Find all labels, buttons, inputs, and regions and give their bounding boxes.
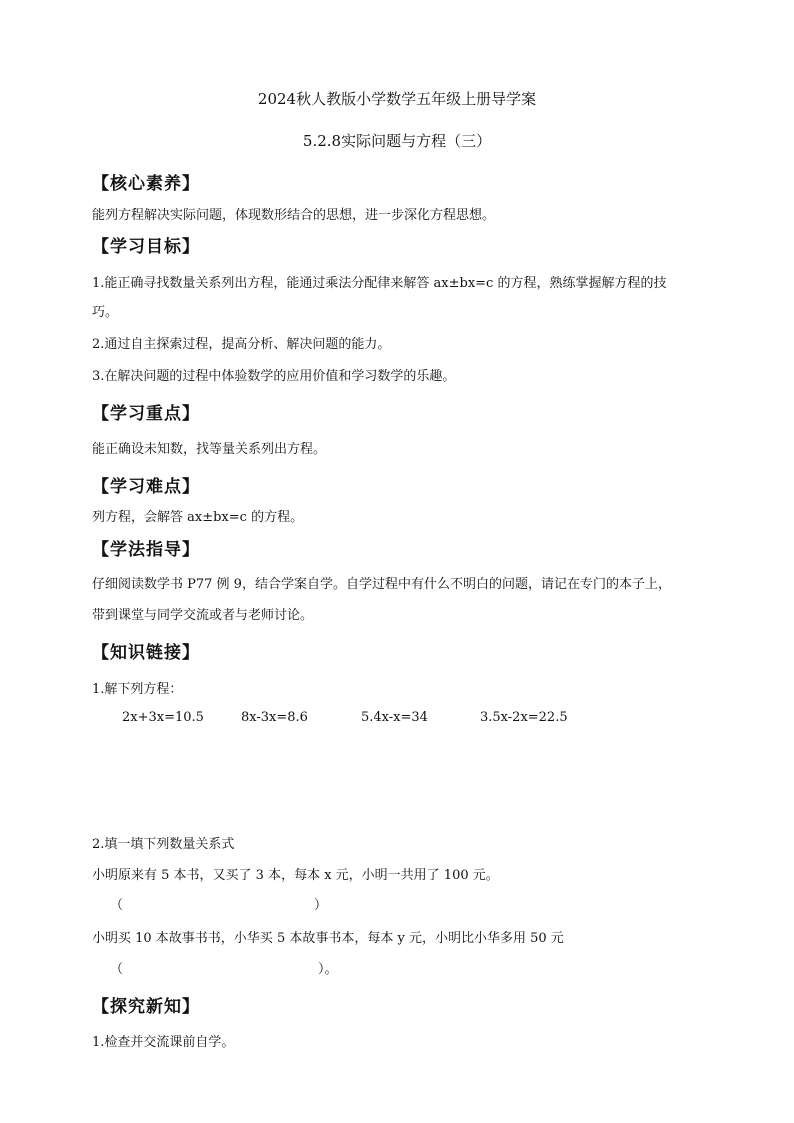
answer-blank-2-close: ）。	[318, 962, 338, 977]
heading-goals: 【学习目标】	[92, 237, 200, 257]
goals-line-1b: 巧。	[92, 305, 119, 320]
difficulty-text: 列方程，会解答 ax±bx=c 的方程。	[92, 510, 304, 525]
heading-explore: 【探究新知】	[92, 997, 200, 1017]
answer-blank-2-open: （	[110, 962, 124, 977]
heading-method: 【学法指导】	[92, 540, 200, 560]
answer-blank-1-close: ）	[314, 898, 328, 913]
equation-2: 8x-3x=8.6	[241, 710, 308, 725]
goals-line-1a: 1.能正确寻找数量关系列出方程，能通过乘法分配律来解答 ax±bx=c 的方程，熟练掌握解方程的技	[92, 276, 667, 291]
method-line-1: 仔细阅读数学书 P77 例 9，结合学案自学。自学过程中有什么不明白的问题，请记在专门的本子上，	[92, 577, 671, 592]
link-question-1: 1.解下列方程：	[92, 682, 183, 697]
answer-blank-1-open: （	[110, 898, 124, 913]
document-title: 2024秋人教版小学数学五年级上册导学案	[257, 90, 537, 108]
explore-item-1: 1.检查并交流课前自学。	[92, 1035, 235, 1050]
heading-difficulty: 【学习难点】	[92, 477, 200, 497]
goals-line-3: 3.在解决问题的过程中体验数学的应用价值和学习数学的乐趣。	[92, 369, 456, 384]
link-question-2: 2.填一填下列数量关系式	[92, 837, 235, 852]
heading-key: 【学习重点】	[92, 404, 200, 424]
equation-4: 3.5x-2x=22.5	[480, 710, 568, 725]
document-subtitle: 5.2.8实际问题与方程（三）	[302, 132, 492, 150]
problem-1: 小明原来有 5 本书，又买了 3 本，每本 x 元，小明一共用了 100 元。	[92, 868, 499, 883]
key-text: 能正确设未知数，找等量关系列出方程。	[92, 442, 327, 457]
equation-1: 2x+3x=10.5	[122, 710, 204, 725]
heading-core: 【核心素养】	[92, 174, 200, 194]
problem-2: 小明买 10 本故事书书，小华买 5 本故事书本，每本 y 元，小明比小华多用 50 元	[92, 931, 564, 946]
heading-link: 【知识链接】	[92, 643, 200, 663]
equation-3: 5.4x-x=34	[361, 710, 428, 725]
goals-line-2: 2.通过自主探索过程，提高分析、解决问题的能力。	[92, 337, 391, 352]
core-text: 能列方程解决实际问题，体现数形结合的思想，进一步深化方程思想。	[92, 208, 496, 223]
method-line-2: 带到课堂与同学交流或者与老师讨论。	[92, 608, 314, 623]
